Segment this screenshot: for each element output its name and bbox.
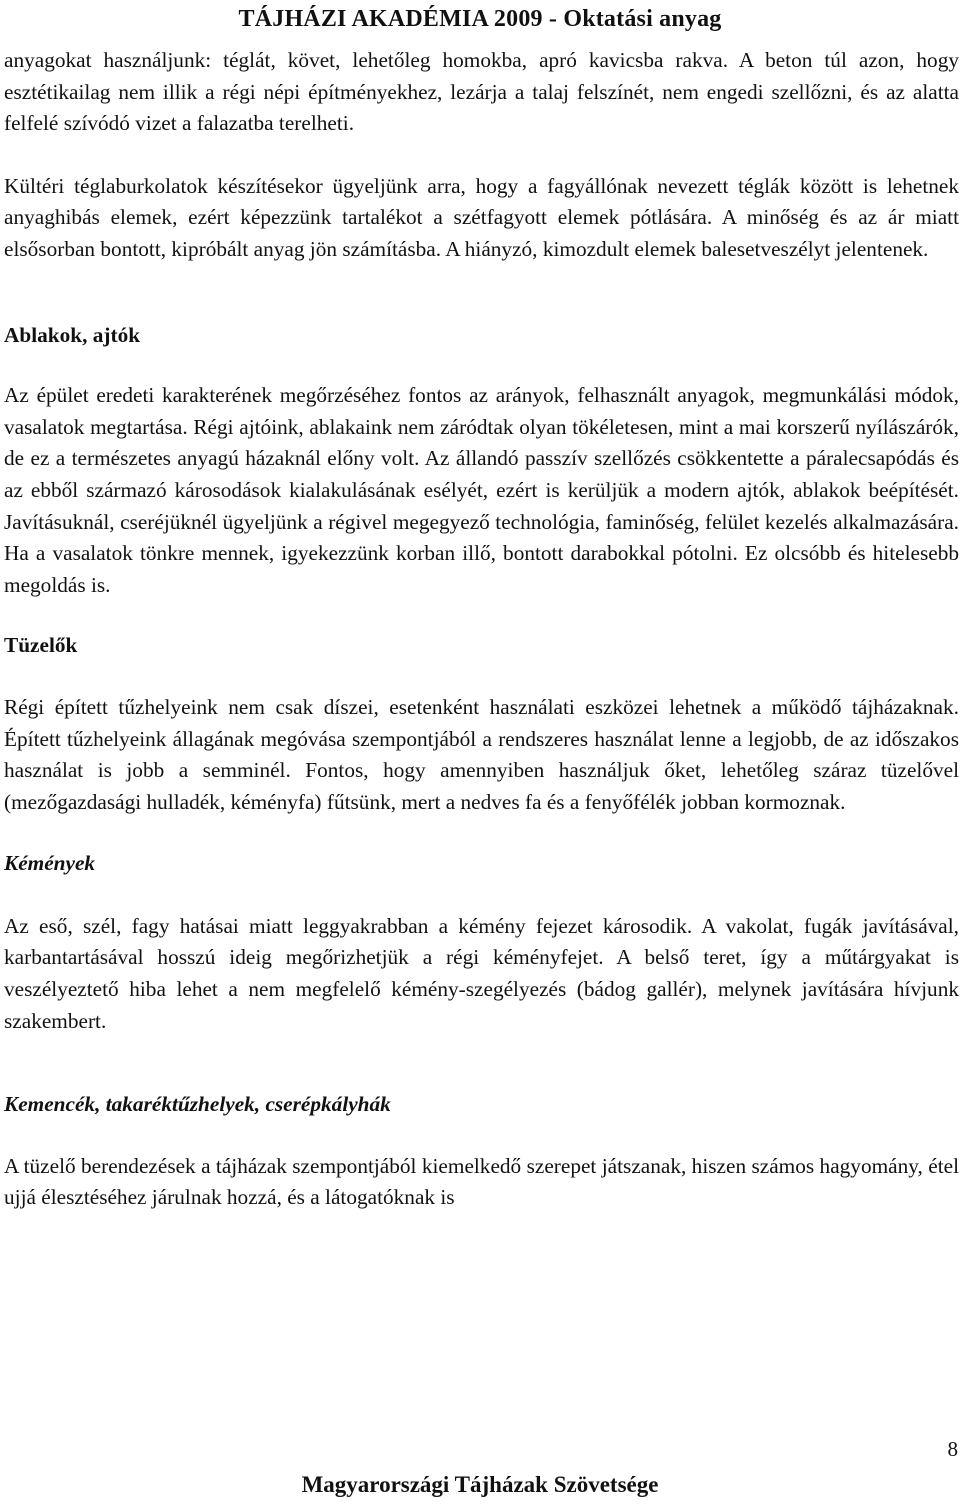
page-header: TÁJHÁZI AKADÉMIA 2009 - Oktatási anyag bbox=[238, 6, 722, 32]
paragraph-stoves: Régi épített tűzhelyeink nem csak díszei, esetenként használati eszközei lehetnek a működő tájházaknak. Épített tűzhelyeink állagának megóvása szempontjából a rendszeres használat lenne a legjobb, de az időszakos használat is jobb a semminél. Fontos, hogy amennyiben használjuk őket, lehetőleg száraz tüzelővel (mezőgazdasági hulladék, kéményfa) fűtsünk, mert a nedves fa és a fenyőfélék jobban kormoznak. bbox=[4, 694, 959, 814]
document-body bbox=[4, 45, 959, 1214]
page-number: 8 bbox=[947, 1437, 958, 1461]
paragraph-chimneys: Az eső, szél, fagy hatásai miatt leggyakrabban a kémény fejezet károsodik. A vakolat, fugák javításával, karbantartásával hosszú ideig megőrizhetjük a régi kéményfejet. A belső teret, így a műtárgyakat is veszélyeztető hiba lehet a nem megfelelő kémény-szegélyezés (bádog gallér), melynek javítására hívjunk szakembert. bbox=[4, 913, 959, 1033]
paragraph-windows-doors: Az épület eredeti karakterének megőrzéséhez fontos az arányok, felhasznált anyagok, megmunkálási módok, vasalatok megtartása. Régi ajtóink, ablakaink nem záródtak olyan tökéletesen, mint a mai korszerű nyílászárók, de ez a természetes anyagú házaknál előny volt. Az állandó passzív szellőzés csökkentette a páralecsapódás és az ebből származó károsodások kialakulásának esélyét, ezért is kerüljük a modern ajtók, ablakok beépítését. Javításuknál, cseréjüknél ügyeljünk a régivel megegyező technológia, faminőség, felület kezelés alkalmazására. Ha a vasalatok tönkre mennek, igyekezzünk korban illő, bontott darabokkal pótolni. Ez olcsóbb és hitelesebb megoldás is. bbox=[4, 383, 959, 597]
heading-windows-doors: Ablakok, ajtók bbox=[4, 322, 141, 347]
heading-stoves: Tüzelők bbox=[4, 633, 78, 658]
heading-chimneys: Kémények bbox=[4, 851, 96, 876]
paragraph-paving-continued: anyagokat használjunk: téglát, követ, lehetőleg homokba, apró kavicsba rakva. A beton túl azon, hogy esztétikailag nem illik a régi népi építményekhez, lezárja a talaj felszínét, nem engedi szellőzni, és az alatta felfelé szívódó vizet a falazatba terelheti. bbox=[4, 48, 959, 136]
heading-ovens: Kemencék, takaréktűzhelyek, cserépkályhák bbox=[4, 1092, 391, 1117]
paragraph-brick-paving: Kültéri téglaburkolatok készítésekor ügyeljünk arra, hogy a fagyállónak nevezett téglák között is lehetnek anyaghibás elemek, ezért képezzünk tartalékot a szétfagyott elemek pótlására. A minőség és az ár miatt elsősorban bontott, kipróbált anyag jön számításba. A hiányzó, kimozdult elemek balesetveszélyt jelentenek. bbox=[4, 173, 959, 261]
paragraph-ovens: A tüzelő berendezések a tájházak szempontjából kiemelkedő szerepet játszanak, hiszen számos hagyomány, étel ujjá élesztéséhez járulnak hozzá, és a látogatóknak is bbox=[4, 1153, 959, 1210]
page-footer: Magyarországi Tájházak Szövetsége bbox=[301, 1472, 659, 1497]
